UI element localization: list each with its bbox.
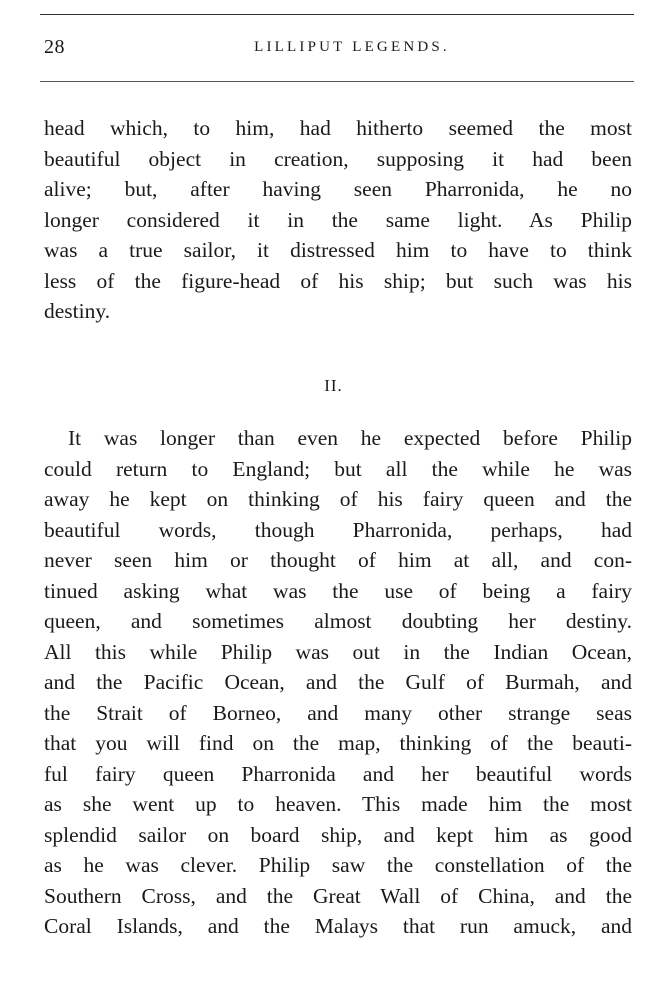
book-title: LILLIPUT LEGENDS.: [254, 39, 450, 55]
text-line: was a true sailor, it distressed him to have to think: [44, 238, 632, 262]
text-line: the Strait of Borneo, and many other strange seas: [44, 700, 632, 725]
header-bottom-rule: [40, 81, 634, 82]
text-line: head which, to him, had hitherto seemed the most: [44, 116, 632, 140]
running-head: [40, 36, 634, 62]
text-line: longer considered it in the same light. As Philip: [44, 207, 632, 232]
text-line: beautiful object in creation, supposing it had been: [44, 146, 632, 171]
text-line: that you will find on the map, thinking of the beauti-: [44, 731, 632, 755]
text-line: ful fairy queen Pharronida and her beautiful words: [44, 761, 632, 786]
text-line: All this while Philip was out in the Indian Ocean,: [44, 639, 632, 664]
text-line: away he kept on thinking of his fairy queen and the: [44, 487, 632, 511]
text-line: It was longer than even he expected before Philip: [68, 426, 632, 450]
text-line: tinued asking what was the use of being a fairy: [44, 578, 632, 603]
text-line: Coral Islands, and the Malays that run amuck, and: [44, 914, 632, 938]
text-line: destiny.: [44, 299, 111, 323]
text-line: as she went up to heaven. This made him the most: [44, 792, 632, 816]
section-heading: II.: [324, 376, 343, 395]
text-line: alive; but, after having seen Pharronida, he no: [44, 177, 632, 201]
text-line: never seen him or thought of him at all, and con-: [44, 548, 632, 572]
page-number: 28: [44, 36, 65, 58]
text-line: beautiful words, though Pharronida, perhaps, had: [44, 517, 632, 542]
text-line: Southern Cross, and the Great Wall of China, and the: [44, 883, 632, 908]
paragraph-1: [44, 113, 632, 327]
text-line: queen, and sometimes almost doubting her destiny.: [44, 609, 632, 633]
header-top-rule: [40, 14, 634, 15]
text-line: less of the figure-head of his ship; but such was his: [44, 268, 632, 293]
paragraph-2: [44, 423, 632, 942]
text-line: could return to England; but all the while he was: [44, 456, 632, 481]
text-line: splendid sailor on board ship, and kept him as good: [44, 822, 632, 847]
text-line: and the Pacific Ocean, and the Gulf of Burmah, and: [44, 670, 632, 694]
text-line: as he was clever. Philip saw the constellation of the: [44, 853, 632, 877]
